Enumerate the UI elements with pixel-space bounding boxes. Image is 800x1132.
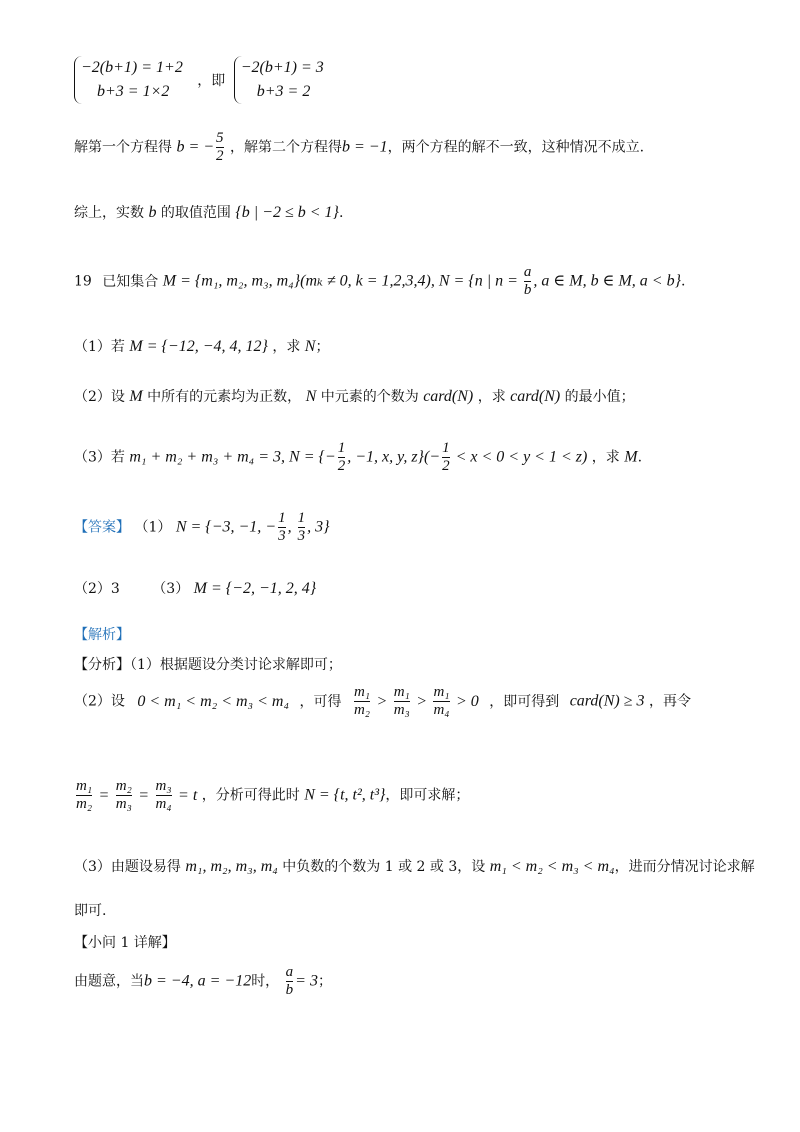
p3-end: ，即可求解； [385,787,470,804]
fraction-5-2 [216,130,224,165]
solve-text-3: ，两个方程的解不一致，这种情况不成立. [387,139,645,156]
fraction-m1-m4 [433,684,449,719]
summary-end: . [338,205,344,221]
question-3 [74,440,642,475]
q2-card: card(N) [423,388,474,405]
p6-text-b: 时， [251,973,280,990]
q3-math-1: m₁ + m₂ + m₃ + m₄ = 3, N = {− [129,448,336,466]
p2-math: 0 < m₁ < m₂ < m₃ < m₄ [137,692,290,710]
frac-num: a [285,964,294,980]
fraction-half-1 [338,440,346,475]
solve-b-eq: b = − [176,138,215,156]
q2-label: （2）设 [74,389,125,405]
frac-den: m₃ [115,796,132,812]
fraction-half-2 [442,440,450,475]
answer-tag: 【答案】 [74,519,130,536]
q1-tail: ，求 [272,339,301,355]
set-m-definition: M = {m₁, m₂, m₃, m₄}(mₖ ≠ 0, k = 1,2,3,4), N = {n | n = [162,272,522,290]
question-1 [74,336,329,356]
q1-math: M = {−12, −4, 4, 12} [129,338,268,355]
equation-system-2 [234,56,324,104]
p6-math: b = −4, a = −12 [144,972,252,990]
system-join-text: ，即 [197,73,226,89]
p4-end: ，进而分情况讨论求解 [614,859,755,875]
q2-var-n: N [305,388,317,405]
q1-label: （1）若 [74,339,125,355]
q2-text-3: ，求 [477,389,506,405]
rel-sign: > [416,692,428,710]
analysis-part-2 [74,684,691,719]
fraction-a-b [524,264,532,299]
frac-den: 3 [297,528,306,544]
equation-system-line [74,56,324,104]
problem-intro: 已知集合 [102,273,159,290]
p6-end: ； [317,973,332,990]
equation-system-1 [74,56,183,104]
frac-den: m₂ [353,702,370,718]
fraction-m2-m3 [116,778,132,813]
p3-mid: ，分析可得此时 [201,787,300,804]
frac-num: a [523,264,532,280]
fraction-m1-m2 [76,778,92,813]
summary-set: {b | −2 ≤ b < 1} [235,204,339,221]
frac-den: 3 [278,528,286,544]
frac-den: b [523,282,532,298]
summary-line [74,202,343,222]
q2-text-1: 中所有的元素均为正数， [147,389,302,405]
analysis-part-3-end: 即可. [74,903,107,919]
frac-den: m₃ [393,702,410,718]
q3-math-3: < x < 0 < y < 1 < z) [451,448,588,466]
ineq-tail: > 0 [455,692,479,710]
frac-den: m₄ [433,702,450,718]
q3-var: M [624,448,638,466]
p6-eq: = 3 [295,972,318,990]
p2-card: card(N) ≥ 3 [569,692,645,710]
problem-end: . [680,273,686,290]
problem-number: 19 [74,273,92,290]
frac-num: 1 [337,440,346,456]
frac-num: 1 [297,510,306,526]
rel-sign: = [138,786,150,804]
q2-card-2: card(N) [510,388,561,405]
sub-question-1-heading: 【小问 1 详解】 [74,935,176,951]
frac-den: 2 [337,458,346,474]
answer-1-math: N = {−3, −1, − [175,518,277,536]
analysis-tag: 【解析】 [74,627,130,643]
fraction-third-2 [298,510,306,545]
system1-eq2: b+3 = 1×2 [97,83,170,100]
analysis-part-2-cont [74,778,469,813]
q2-var-m: M [129,388,143,405]
system2-eq1: −2(b+1) = 3 [240,59,324,76]
p6-text-a: 由题意，当 [74,973,144,990]
frac-num: 5 [216,130,224,146]
system2-eq2: b+3 = 2 [256,83,311,100]
frac-num: m₁ [433,684,450,700]
p2-label: （2）设 [74,693,125,710]
q3-math-2: , −1, x, y, z}(− [347,448,441,466]
eq-tail: = t [178,786,198,804]
q3-tail: ，求 [591,449,620,466]
p4-mid: 中负数的个数为 1 或 2 或 3，设 [282,859,486,875]
answer-1-label: （1） [134,519,172,536]
analysis-part-3 [74,856,755,876]
set-n-definition: , a ∈ M, b ∈ M, a < b} [533,272,681,290]
detail-line-1 [74,964,332,999]
p2-mid-2: ，即可得到 [489,693,560,710]
q2-text-4: 的最小值； [564,389,635,405]
fraction-a-b [286,964,294,999]
summary-var: b [148,204,157,221]
solve-b2: b = −1 [342,138,388,156]
p3-set: N = {t, t², t³} [304,786,386,804]
p4-label: （3）由题设易得 [74,859,181,875]
answer-1-mid: , [287,518,296,536]
frac-num: 1 [442,440,450,456]
p2-mid: ，可得 [299,693,342,710]
q1-end: ； [315,339,330,355]
frac-den: 2 [216,148,224,164]
question-2 [74,386,635,406]
rel-sign: = [98,786,110,804]
system1-eq1: −2(b+1) = 1+2 [81,59,183,76]
fraction-m3-m4 [156,778,172,813]
p4-math: m₁, m₂, m₃, m₄ [185,858,278,875]
frac-den: m₄ [155,796,172,812]
frac-num: m₁ [76,778,93,794]
q1-var: N [304,338,316,355]
q3-label: （3）若 [74,449,125,466]
p2-ineq [352,684,483,718]
answer-line-1 [74,510,330,545]
frac-num: m₁ [353,684,370,700]
answer-1-end: , 3} [307,518,330,536]
p4-ineq: m₁ < m₂ < m₃ < m₄ [489,858,615,875]
answer-2-label: （2）3 [74,581,120,597]
frac-num: 1 [278,510,286,526]
p3-eq [74,778,202,812]
rel-sign: > [376,692,388,710]
solve-text-2: ，解第二个方程得 [230,139,342,156]
frac-den: m₂ [76,796,93,812]
frac-num: m₁ [393,684,410,700]
frac-num: m₃ [155,778,172,794]
answer-3-math: M = {−2, −1, 2, 4} [193,580,317,597]
answer-line-2 [74,578,316,598]
answer-3-label: （3） [152,581,190,597]
q2-text-2: 中元素的个数为 [320,389,419,405]
frac-num: m₂ [115,778,132,794]
summary-text-1: 综上，实数 [74,205,144,221]
q3-end: . [637,449,643,466]
analysis-summary: 【分析】（1）根据题设分类讨论求解即可； [74,657,342,673]
p2-end: ，再令 [648,693,691,710]
frac-den: 2 [442,458,450,474]
fraction-m1-m2 [354,684,370,719]
solve-text-1: 解第一个方程得 [74,139,172,156]
frac-den: b [285,982,294,998]
summary-text-2: 的取值范围 [160,205,231,221]
fraction-m1-m3 [394,684,410,719]
solve-line [74,130,644,165]
fraction-third-1 [278,510,286,545]
problem-19-stem [74,264,685,299]
